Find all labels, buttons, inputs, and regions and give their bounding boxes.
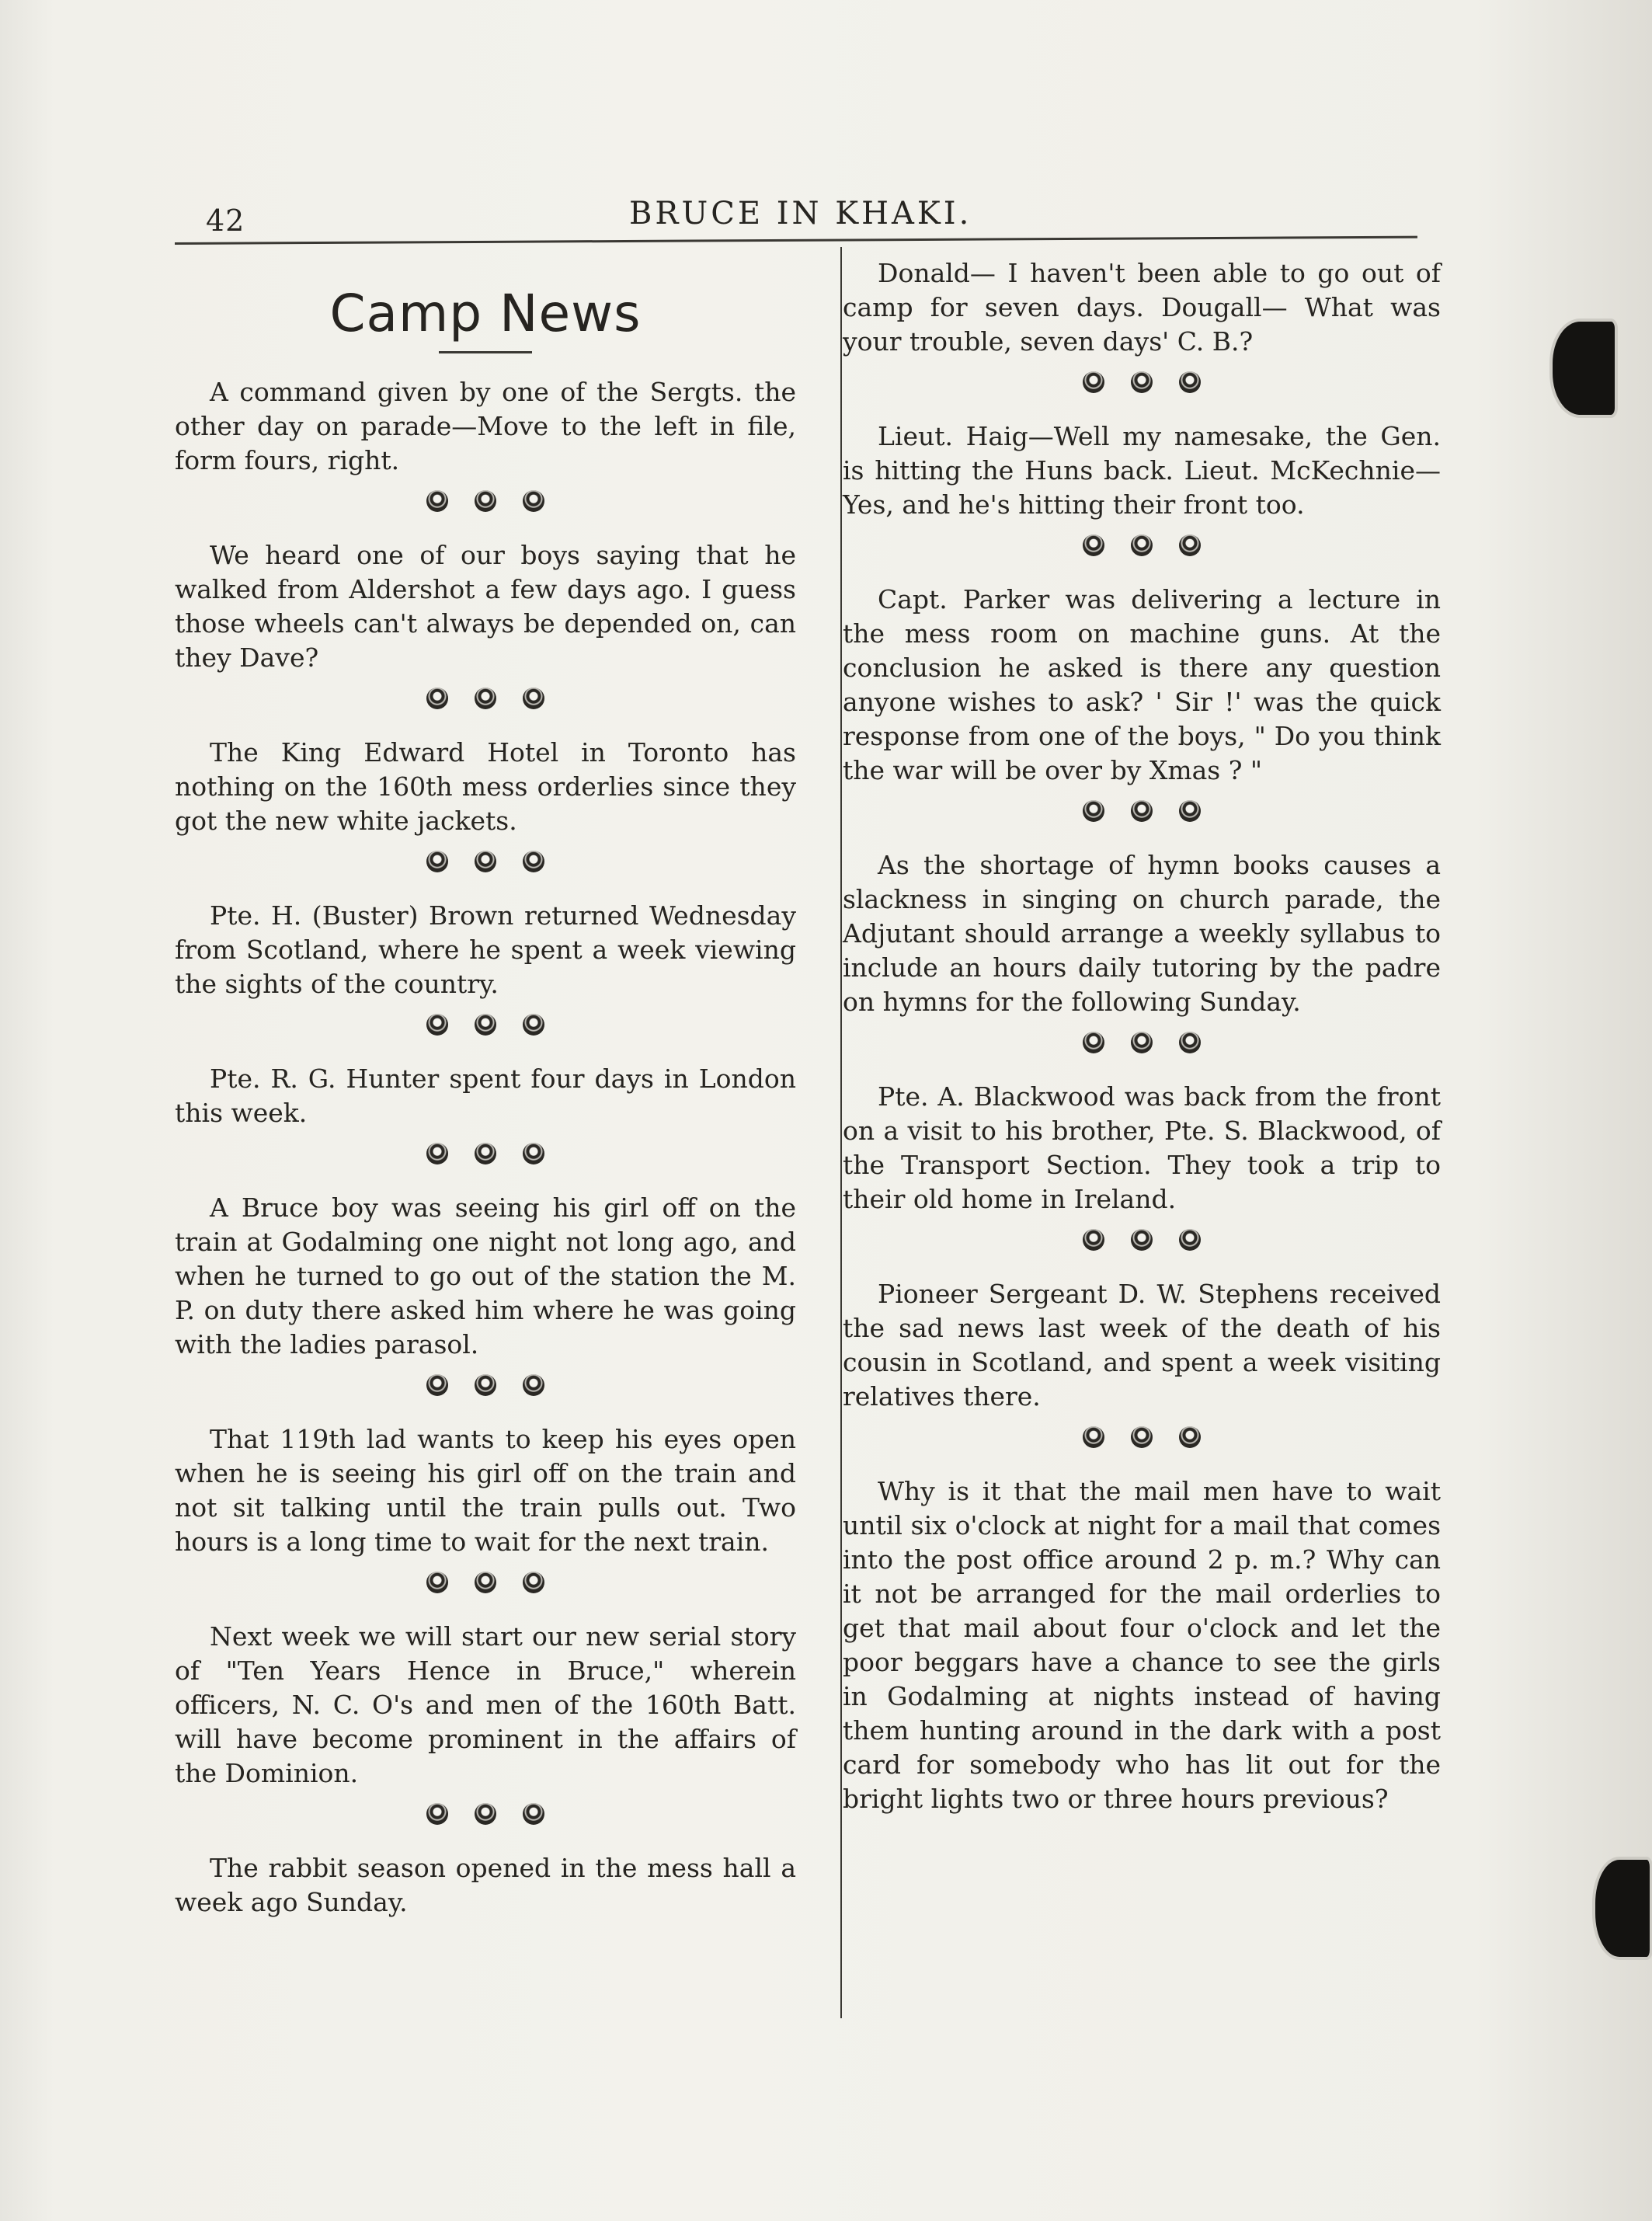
news-item: Donald— I haven't been able to go out of camp for seven days. Dougall— What was your trouble, seven days' C. B.? xyxy=(843,258,1441,357)
dot-ornament-icon xyxy=(1083,534,1104,556)
dot-ornament-icon xyxy=(1083,371,1104,393)
separator-dots xyxy=(175,1374,796,1405)
news-item: That 119th lad wants to keep his eyes open when he is seeing his girl off on the train and not sit talking until the train pulls out. Two hours is a long time to wait for the next train. xyxy=(175,1424,796,1557)
dot-ornament-icon xyxy=(1179,1032,1201,1053)
separator-dots xyxy=(843,1426,1441,1457)
dot-ornament-icon xyxy=(523,688,544,709)
news-item: Why is it that the mail men have to wait until six o'clock at night for a mail that comes into the post office around 2 p. m.? Why can it not be arranged for the mail orderlies to get that mail about four o'clock and let the poor beggars have a chance to see the girls in Godalming at nights instead of having them hunting around in the dark with a post card for somebody who has lit out for the bright lights two or three hours previous? xyxy=(843,1476,1441,1814)
dot-ornament-icon xyxy=(475,1143,496,1164)
separator-dots xyxy=(843,1229,1441,1260)
separator-dots xyxy=(175,688,796,719)
dot-ornament-icon xyxy=(1083,1426,1104,1448)
dot-ornament-icon xyxy=(523,1014,544,1036)
dot-ornament-icon xyxy=(1179,1229,1201,1251)
dot-ornament-icon xyxy=(1179,534,1201,556)
news-item: Pte. A. Blackwood was back from the front on a visit to his brother, Pte. S. Blackwood, of the Transport Section. They took a trip to their old home in Ireland. xyxy=(843,1081,1441,1214)
separator-dots xyxy=(175,1572,796,1603)
dot-ornament-icon xyxy=(426,688,448,709)
dot-ornament-icon xyxy=(1179,371,1201,393)
dot-ornament-icon xyxy=(475,851,496,872)
dot-ornament-icon xyxy=(1083,800,1104,822)
dot-ornament-icon xyxy=(426,1803,448,1825)
news-item: Pioneer Sergeant D. W. Stephens received the sad news last week of the death of his cousin in Scotland, and spent a week visiting relatives there. xyxy=(843,1279,1441,1412)
dot-ornament-icon xyxy=(1131,800,1153,822)
separator-dots xyxy=(843,1032,1441,1063)
journal-title: BRUCE IN KHAKI. xyxy=(629,196,972,231)
dot-ornament-icon xyxy=(426,1014,448,1036)
title-underline xyxy=(439,351,532,353)
news-item: Lieut. Haig—Well my namesake, the Gen. is hitting the Huns back. Lieut. McKechnie—Yes, and he's hitting their front too. xyxy=(843,421,1441,520)
dot-ornament-icon xyxy=(475,688,496,709)
binding-hole xyxy=(1549,319,1618,418)
news-item: We heard one of our boys saying that he walked from Aldershot a few days ago. I guess those wheels can't always be depended on, can they Dave? xyxy=(175,540,796,673)
section-title: Camp News xyxy=(329,284,642,343)
news-item: Capt. Parker was delivering a lecture in the mess room on machine guns. At the conclusion he asked is there any question anyone wishes to ask? ' Sir !' was the quick response from one of the boys, " Do you think the war will be over by Xmas ? " xyxy=(843,584,1441,785)
separator-dots xyxy=(175,490,796,521)
dot-ornament-icon xyxy=(1179,1426,1201,1448)
news-item: Pte. H. (Buster) Brown returned Wednesday from Scotland, where he spent a week viewing the sights of the country. xyxy=(175,900,796,999)
dot-ornament-icon xyxy=(426,1374,448,1396)
dot-ornament-icon xyxy=(523,490,544,512)
separator-dots xyxy=(175,1014,796,1045)
news-item: Next week we will start our new serial story of "Ten Years Hence in Bruce," wherein officers, N. C. O's and men of the 160th Batt. will have become prominent in the affairs of the Dominion. xyxy=(175,1621,796,1788)
news-item: Pte. R. G. Hunter spent four days in London this week. xyxy=(175,1064,796,1128)
dot-ornament-icon xyxy=(1083,1032,1104,1053)
separator-dots xyxy=(175,1803,796,1834)
dot-ornament-icon xyxy=(1131,1426,1153,1448)
header-rule xyxy=(175,236,1417,245)
dot-ornament-icon xyxy=(475,490,496,512)
running-head xyxy=(175,193,1419,238)
news-item: The King Edward Hotel in Toronto has nothing on the 160th mess orderlies since they got the new white jackets. xyxy=(175,737,796,836)
dot-ornament-icon xyxy=(426,490,448,512)
dot-ornament-icon xyxy=(1083,1229,1104,1251)
dot-ornament-icon xyxy=(1179,800,1201,822)
dot-ornament-icon xyxy=(426,1572,448,1593)
left-column xyxy=(175,264,796,1920)
dot-ornament-icon xyxy=(426,1143,448,1164)
dot-ornament-icon xyxy=(475,1572,496,1593)
dot-ornament-icon xyxy=(1131,1229,1153,1251)
dot-ornament-icon xyxy=(523,1374,544,1396)
dot-ornament-icon xyxy=(523,1143,544,1164)
right-column xyxy=(843,256,1441,1816)
separator-dots xyxy=(843,800,1441,831)
dot-ornament-icon xyxy=(475,1374,496,1396)
separator-dots xyxy=(843,534,1441,566)
dot-ornament-icon xyxy=(475,1803,496,1825)
news-item: The rabbit season opened in the mess hall a week ago Sunday. xyxy=(175,1853,796,1917)
column-divider xyxy=(840,247,842,2018)
separator-dots xyxy=(843,371,1441,402)
separator-dots xyxy=(175,851,796,882)
dot-ornament-icon xyxy=(475,1014,496,1036)
dot-ornament-icon xyxy=(523,1572,544,1593)
news-item: A Bruce boy was seeing his girl off on the train at Godalming one night not long ago, and when he turned to go out of the station the M. P. on duty there asked him where he was going with the ladies parasol. xyxy=(175,1192,796,1359)
dot-ornament-icon xyxy=(426,851,448,872)
news-item: A command given by one of the Sergts. the other day on parade—Move to the left in file, form fours, right. xyxy=(175,377,796,475)
dot-ornament-icon xyxy=(1131,1032,1153,1053)
separator-dots xyxy=(175,1143,796,1174)
news-item: As the shortage of hymn books causes a slackness in singing on church parade, the Adjutant should arrange a weekly syllabus to include an hours daily tutoring by the padre on hymns for the following Sunday. xyxy=(843,850,1441,1017)
dot-ornament-icon xyxy=(1131,534,1153,556)
dot-ornament-icon xyxy=(523,851,544,872)
binding-hole xyxy=(1592,1857,1652,1960)
page-number: 42 xyxy=(206,204,245,238)
dot-ornament-icon xyxy=(523,1803,544,1825)
dot-ornament-icon xyxy=(1131,371,1153,393)
